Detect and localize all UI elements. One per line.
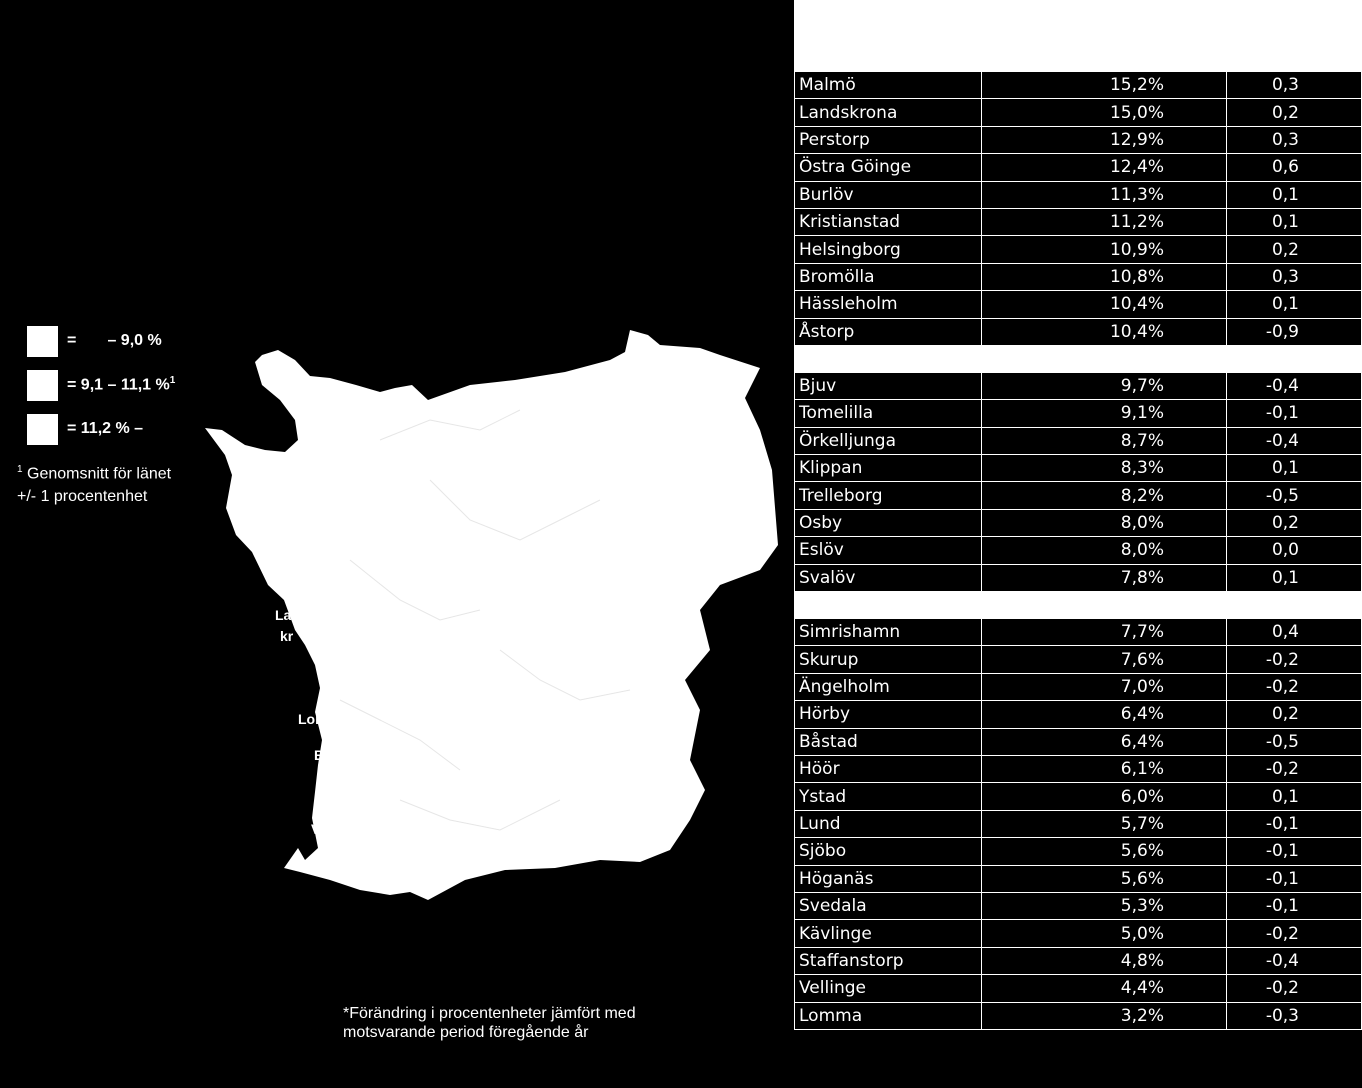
table-row <box>795 838 1362 865</box>
unemployment-rate: 8,7% <box>982 427 1227 454</box>
municipality-name: Höganäs <box>795 865 982 892</box>
table-row <box>795 126 1362 153</box>
table-row <box>795 783 1362 810</box>
unemployment-rate: 12,9% <box>982 126 1227 153</box>
municipality-name: Eslöv <box>795 537 982 564</box>
unemployment-rate: 9,1% <box>982 400 1227 427</box>
municipality-name: Hörby <box>795 701 982 728</box>
unemployment-rate: 5,6% <box>982 838 1227 865</box>
rate-change: -0,2 <box>1227 646 1362 673</box>
unemployment-rate: 5,6% <box>982 865 1227 892</box>
municipality-name: Lund <box>795 810 982 837</box>
unemployment-rate: 6,1% <box>982 755 1227 782</box>
municipality-name: Helsingborg <box>795 236 982 263</box>
rate-change: 0,3 <box>1227 126 1362 153</box>
municipality-name: Ystad <box>795 783 982 810</box>
group-separator <box>795 345 1362 372</box>
municipality-name: Svedala <box>795 892 982 919</box>
unemployment-rate: 4,8% <box>982 947 1227 974</box>
legend-item-high <box>27 413 143 445</box>
municipality-name: Klippan <box>795 455 982 482</box>
map-label-landskrona: La <box>275 607 292 623</box>
table-row <box>795 701 1362 728</box>
rate-change: 0,1 <box>1227 783 1362 810</box>
rate-change: -0,9 <box>1227 318 1362 345</box>
table-row <box>795 72 1362 99</box>
table-row <box>795 646 1362 673</box>
legend-label-mid: = 9,1 – 11,1 %$^1$ <box>67 375 176 394</box>
table-row <box>795 619 1362 646</box>
municipality-name: Osby <box>795 509 982 536</box>
unemployment-rate: 5,3% <box>982 892 1227 919</box>
table-row <box>795 236 1362 263</box>
unemployment-rate: 11,3% <box>982 181 1227 208</box>
unemployment-rate: 3,2% <box>982 1002 1227 1029</box>
rate-change: 0,4 <box>1227 619 1362 646</box>
unemployment-rate: 5,0% <box>982 920 1227 947</box>
rate-change: -0,5 <box>1227 482 1362 509</box>
change-note-line-2: motsvarande period föregående år <box>343 1024 589 1041</box>
legend-swatch-mid <box>27 370 58 401</box>
unemployment-rate: 7,7% <box>982 619 1227 646</box>
municipality-name: Hässleholm <box>795 291 982 318</box>
legend-item-mid <box>27 369 175 401</box>
table-row <box>795 427 1362 454</box>
table-row <box>795 947 1362 974</box>
municipality-name: Kristianstad <box>795 208 982 235</box>
table-row <box>795 673 1362 700</box>
table-header <box>792 0 1362 71</box>
footnote-line-2: +/- 1 procentenhet <box>17 488 148 506</box>
table-row <box>795 810 1362 837</box>
rate-change: -0,4 <box>1227 947 1362 974</box>
unemployment-rate: 8,2% <box>982 482 1227 509</box>
unemployment-rate: 10,9% <box>982 236 1227 263</box>
rate-change: -0,2 <box>1227 975 1362 1002</box>
municipality-name: Lomma <box>795 1002 982 1029</box>
table-row <box>795 755 1362 782</box>
map-label-lomma: Lomma <box>298 711 348 727</box>
municipality-name: Tomelilla <box>795 400 982 427</box>
group-separator <box>795 592 1362 619</box>
rate-change: -0,2 <box>1227 755 1362 782</box>
municipality-name: Bromölla <box>795 263 982 290</box>
legend-label-high: = 11,2 % – <box>67 420 144 437</box>
unemployment-rate: 15,2% <box>982 72 1227 99</box>
unemployment-rate: 6,4% <box>982 728 1227 755</box>
municipality-name: Kävlinge <box>795 920 982 947</box>
table-row <box>795 372 1362 399</box>
municipality-name: Skurup <box>795 646 982 673</box>
unemployment-rate: 4,4% <box>982 975 1227 1002</box>
legend-swatch-low <box>27 326 58 357</box>
unemployment-rate: 10,4% <box>982 318 1227 345</box>
municipality-name: Sjöbo <box>795 838 982 865</box>
municipality-name: Svalöv <box>795 564 982 591</box>
rate-change: 0,2 <box>1227 509 1362 536</box>
unemployment-rate: 8,0% <box>982 537 1227 564</box>
rate-change: 0,6 <box>1227 154 1362 181</box>
rate-change: 0,1 <box>1227 291 1362 318</box>
table-row <box>795 975 1362 1002</box>
change-note <box>343 1004 636 1042</box>
rate-change: -0,4 <box>1227 427 1362 454</box>
municipality-name: Östra Göinge <box>795 154 982 181</box>
rate-change: -0,5 <box>1227 728 1362 755</box>
unemployment-rate: 11,2% <box>982 208 1227 235</box>
footnote-line-1: $^1$ Genomsnitt för länet <box>17 464 172 483</box>
rate-change: 0,2 <box>1227 236 1362 263</box>
table-row <box>795 892 1362 919</box>
map-label-helsingborg: H <box>241 510 252 526</box>
map-label-landskrona-2: kr <box>280 628 294 644</box>
legend-item-low <box>27 325 162 357</box>
map-label-vellinge: V <box>311 821 321 837</box>
table-row <box>795 509 1362 536</box>
map-label-helsingborg-2: b <box>254 528 263 544</box>
unemployment-rate: 6,4% <box>982 701 1227 728</box>
municipality-name: Staffanstorp <box>795 947 982 974</box>
unemployment-rate: 10,8% <box>982 263 1227 290</box>
municipality-name: Vellinge <box>795 975 982 1002</box>
table-row <box>795 564 1362 591</box>
municipality-name: Höör <box>795 755 982 782</box>
rate-change: 0,3 <box>1227 72 1362 99</box>
rate-change: -0,1 <box>1227 838 1362 865</box>
rate-change: 0,2 <box>1227 99 1362 126</box>
rate-change: -0,1 <box>1227 892 1362 919</box>
table-row <box>795 99 1362 126</box>
rate-change: -0,1 <box>1227 865 1362 892</box>
rate-change: 0,1 <box>1227 564 1362 591</box>
rate-change: -0,4 <box>1227 372 1362 399</box>
rate-change: 0,1 <box>1227 455 1362 482</box>
municipality-name: Trelleborg <box>795 482 982 509</box>
rate-change: -0,3 <box>1227 1002 1362 1029</box>
table-row <box>795 482 1362 509</box>
municipality-name: Malmö <box>795 72 982 99</box>
legend-label-low: = – 9,0 % <box>67 332 162 349</box>
table-row <box>795 728 1362 755</box>
map-label-hoganas: Hö- <box>246 446 270 462</box>
municipality-name: Ängelholm <box>795 673 982 700</box>
municipality-name: Burlöv <box>795 181 982 208</box>
table-row <box>795 181 1362 208</box>
table-row <box>795 537 1362 564</box>
unemployment-rate: 8,3% <box>982 455 1227 482</box>
municipality-name: Båstad <box>795 728 982 755</box>
table-row <box>795 318 1362 345</box>
group-separator-cell <box>795 592 1362 619</box>
table-row <box>795 208 1362 235</box>
rate-change: 0,3 <box>1227 263 1362 290</box>
municipality-name: Simrishamn <box>795 619 982 646</box>
rate-change: 0,1 <box>1227 181 1362 208</box>
table-row <box>795 920 1362 947</box>
table-row <box>795 1002 1362 1029</box>
unemployment-rate: 7,6% <box>982 646 1227 673</box>
rate-change: 0,0 <box>1227 537 1362 564</box>
group-separator-cell <box>795 345 1362 372</box>
rate-change: -0,1 <box>1227 810 1362 837</box>
legend-swatch-high <box>27 414 58 445</box>
table-row <box>795 865 1362 892</box>
unemployment-rate: 12,4% <box>982 154 1227 181</box>
rate-change: 0,2 <box>1227 701 1362 728</box>
rate-change: -0,1 <box>1227 400 1362 427</box>
unemployment-rate: 7,8% <box>982 564 1227 591</box>
municipality-data-table <box>794 71 1362 1030</box>
change-note-line-1: *Förändring i procentenheter jämfört med <box>343 1005 636 1022</box>
municipality-name: Örkelljunga <box>795 427 982 454</box>
rate-change: -0,2 <box>1227 673 1362 700</box>
rate-change: 0,1 <box>1227 208 1362 235</box>
table-row <box>795 263 1362 290</box>
unemployment-rate: 10,4% <box>982 291 1227 318</box>
unemployment-rate: 9,7% <box>982 372 1227 399</box>
unemployment-rate: 5,7% <box>982 810 1227 837</box>
map-label-burlov: Burlö <box>314 747 351 763</box>
unemployment-rate: 15,0% <box>982 99 1227 126</box>
unemployment-rate: 8,0% <box>982 509 1227 536</box>
table-row <box>795 400 1362 427</box>
table-row <box>795 291 1362 318</box>
unemployment-rate: 6,0% <box>982 783 1227 810</box>
municipality-name: Landskrona <box>795 99 982 126</box>
table-row <box>795 455 1362 482</box>
municipality-name: Perstorp <box>795 126 982 153</box>
municipality-table <box>792 0 1362 1030</box>
rate-change: -0,2 <box>1227 920 1362 947</box>
municipality-name: Åstorp <box>795 318 982 345</box>
table-row <box>795 154 1362 181</box>
unemployment-rate: 7,0% <box>982 673 1227 700</box>
municipality-name: Bjuv <box>795 372 982 399</box>
legend-footnote <box>17 458 171 508</box>
